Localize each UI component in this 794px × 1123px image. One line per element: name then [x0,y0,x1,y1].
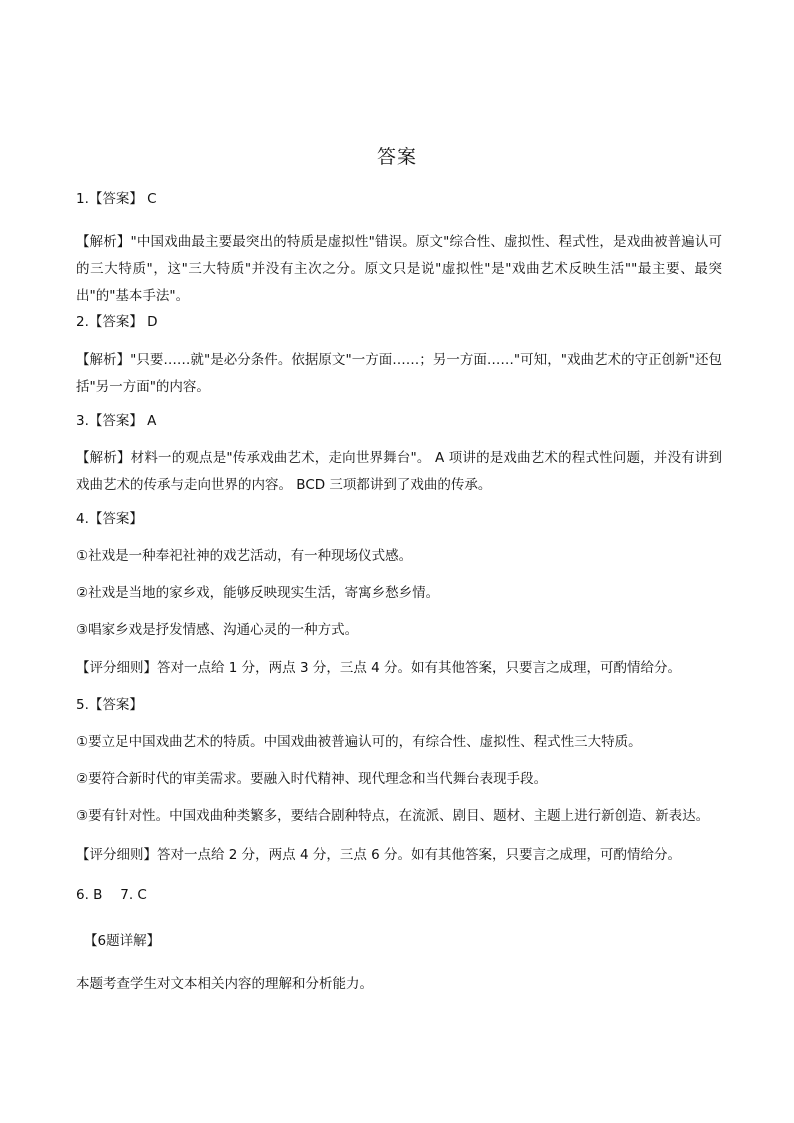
q4-scoring: 【评分细则】答对一点给 1 分，两点 3 分，三点 4 分。如有其他答案，只要言之成理，可酌情给分。 [76,660,682,676]
q3-analysis: 【解析】材料一的观点是"传承戏曲艺术，走向世界舞台"。 A 项讲的是戏曲艺术的程式性问题，并没有讲到戏曲艺术的传承与走向世界的内容。 BCD 三项都讲到了戏曲的传承。 [76,450,722,493]
q4-point-3: ③唱家乡戏是抒发情感、沟通心灵的一种方式。 [76,622,359,638]
q4-answer: 4.【答案】 [76,511,143,527]
page-title: 答案 [376,146,417,168]
q4-point-2: ②社戏是当地的家乡戏，能够反映现实生活，寄寓乡愁乡情。 [76,585,440,601]
q5-point-3: ③要有针对性。中国戏曲种类繁多，要结合剧种特点，在流派、剧目、题材、主题上进行新创造、新表达。 [76,808,710,824]
q5-point-2: ②要符合新时代的审美需求。要融入时代精神、现代理念和当代舞台表现手段。 [76,771,548,787]
q2-answer: 2.【答案】 D [76,314,158,330]
q5-scoring: 【评分细则】答对一点给 2 分，两点 4 分，三点 6 分。如有其他答案，只要言之成理，可酌情给分。 [76,847,682,863]
q1-answer: 1.【答案】 C [76,191,157,207]
q5-point-1: ①要立足中国戏曲艺术的特质。中国戏曲被普遍认可的，有综合性、虚拟性、程式性三大特质。 [76,734,642,750]
q5-answer: 5.【答案】 [76,697,143,713]
q2-analysis: 【解析】"只要……就"是必分条件。依据原文"一方面……；另一方面……"可知，"戏曲艺术的守正创新"还包括"另一方面"的内容。 [76,352,722,395]
q6-detail-heading: 【6题详解】 [84,933,161,949]
q1-analysis: 【解析】"中国戏曲最主要最突出的特质是虚拟性"错误。原文"综合性、虚拟性、程式性，是戏曲被普遍认可的三大特质"，这"三大特质"并没有主次之分。原文只是说"虚拟性"是"戏曲艺术反映生活""最主要、最突出"的"基本手法"。 [76,234,722,304]
q6-detail-text: 本题考查学生对文本相关内容的理解和分析能力。 [76,976,373,992]
q4-point-1: ①社戏是一种奉祀社神的戏艺活动，有一种现场仪式感。 [76,548,413,564]
q3-answer: 3.【答案】 A [76,413,157,429]
q6-q7-answers: 6. B 7. C [76,887,147,903]
